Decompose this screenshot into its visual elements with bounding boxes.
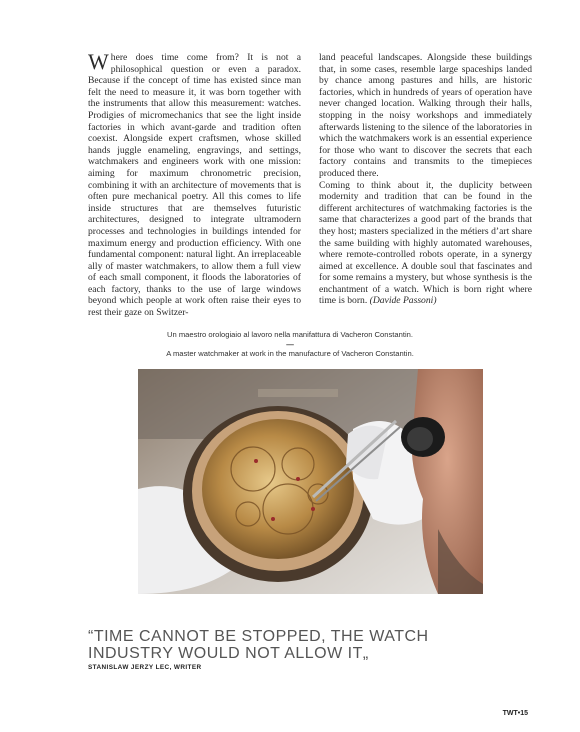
article-paragraph (88, 52, 301, 319)
folio-separator: • (517, 710, 521, 717)
paragraph-text: Coming to think about it, the duplicity between modernity and tradition that can be found in the different architectures of watchmaking factories is the same that characterizes a good part of the brands that they host; masters specialized in the métiers d’art share the same building with highly automated warehouses, where remote-controlled robots operate, in a synergy aimed at excellence. A double soul that fascinates and for some remains a mystery, but whose synthesis is the enchantment of a watch. Which is born right where time is born. (319, 179, 532, 307)
folio-label: TWT (502, 710, 518, 717)
column-left-text: here does time come from? It is not a philosophical question or even a paradox. Because if the concept of time has existed since man felt the need to measure it, it was born together with the instruments that allow this measurement: watches. Prodigies of micromechanics that see the light inside factories in which avant-garde and tradition often coexist. Alongside expert craftsmen, whose skilled hands juggle enameling, engravings, and settings, watchmakers and engineers work with one mission: aiming for maximum chronometric precision, combining it with an architecture of movements that is often pure mechanical poetry. All this comes to life inside structures that are themselves futuristic architectures, designed to integrate ultramodern processes and technologies in buildings intended for maximum energy and production efficiency. With one fundamental component: natural light. An irreplaceable ally of master watchmakers, to allow them a full view of each small component, it floods the laboratories of each factory, thanks to the use of large windows beyond which people at work often raise their eyes to rest their gaze on Switzer- (88, 52, 301, 319)
article-column-left (88, 52, 301, 320)
byline: (Davide Passoni) (369, 295, 437, 307)
article-paragraph (319, 180, 532, 308)
article-body (88, 52, 532, 320)
watch-movement (202, 419, 354, 559)
watchmaker-illustration (138, 369, 483, 594)
page-number: 15 (520, 710, 528, 717)
article-paragraph: land peaceful landscapes. Alongside these buildings that, in some cases, resemble large spaceships landed by chance among pastures and hills, are historic factories, which in hundreds of years of operation have never changed location. Walking through their halls, stopping in the noisy workshops and immediately afterwards listening to the silence of the laboratories in which the watchmakers work is an essential experience for those who want to discover the secrets that each factory contains and transmits to the timepieces produced there. (319, 52, 532, 179)
pull-quote: “TIME CANNOT BE STOPPED, THE WATCH INDUSTRY WOULD NOT ALLOW IT„ (88, 628, 429, 662)
page-folio (503, 710, 528, 717)
watchmaker-photo (138, 369, 483, 594)
article-column-right (319, 52, 532, 320)
drop-cap: W (88, 52, 109, 74)
caption-english: A master watchmaker at work in the manufacture of Vacheron Constantin. (166, 349, 414, 358)
caption-italian: Un maestro orologiaio al lavoro nella manifattura di Vacheron Constantin. (167, 330, 413, 339)
caption-separator: — (286, 340, 294, 349)
quote-attribution: STANISLAW JERZY LEC, WRITER (88, 664, 202, 671)
